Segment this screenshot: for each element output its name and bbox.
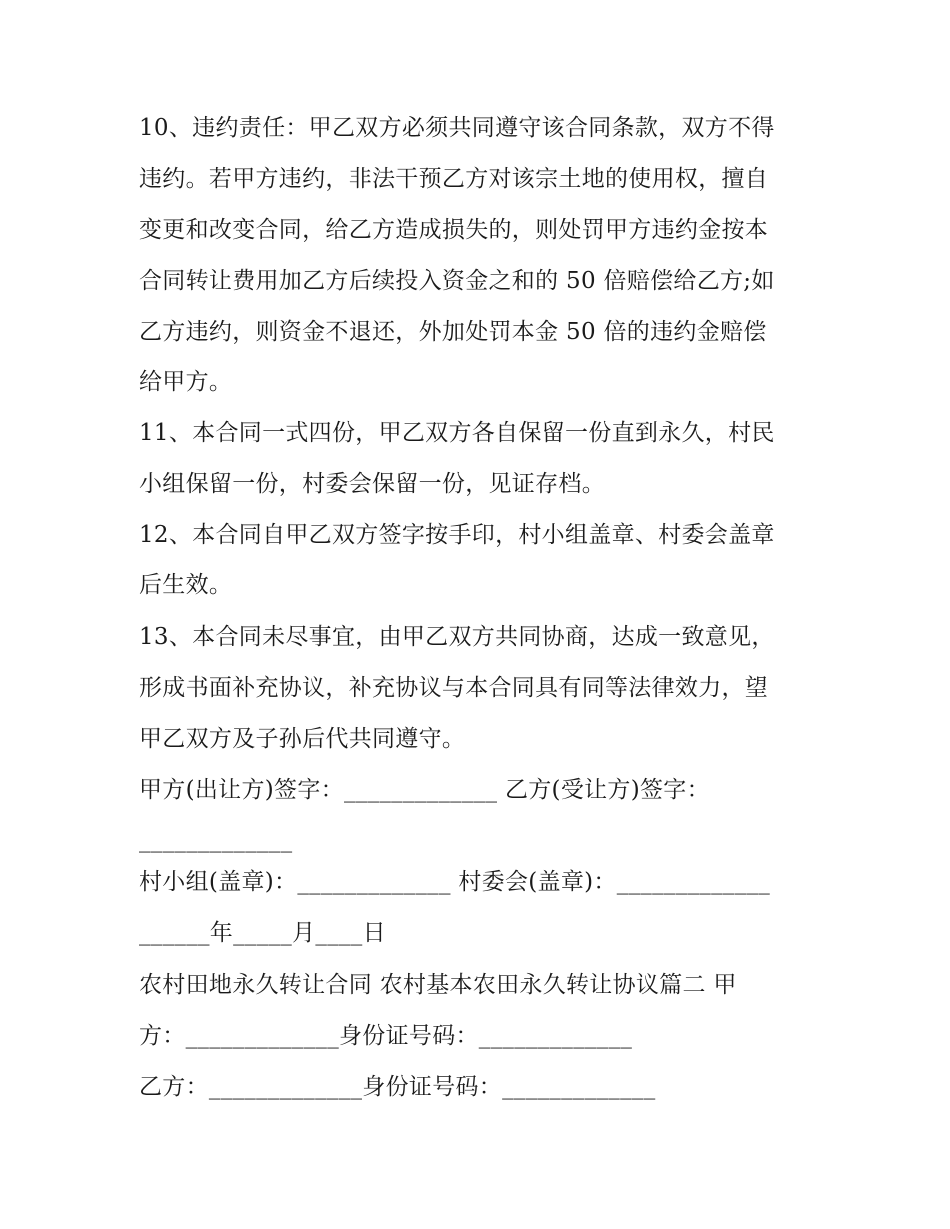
clause-11-line-1: 11、本合同一式四份，甲乙双方各自保留一份直到永久，村民 <box>139 420 775 446</box>
party-a-id-line: 方：_____________身份证号码：_____________ <box>139 1023 633 1049</box>
clause-11-line-2: 小组保留一份，村委会保留一份，见证存档。 <box>139 471 605 497</box>
clause-13-line-3: 甲乙双方及子孙后代共同遵守。 <box>139 726 466 752</box>
clause-10-line-4: 合同转让费用加乙方后续投入资金之和的 50 倍赔偿给乙方;如 <box>139 268 775 294</box>
clause-13-line-1: 13、本合同未尽事宜，由甲乙双方共同协商，达成一致意见， <box>139 624 775 650</box>
section-heading-line: 农村田地永久转让合同 农村基本农田永久转让协议篇二 甲 <box>139 972 737 998</box>
clause-10-line-3: 变更和改变合同，给乙方造成损失的，则处罚甲方违约金按本 <box>139 217 769 243</box>
clause-13-line-2: 形成书面补充协议，补充协议与本合同具有同等法律效力，望 <box>139 675 769 701</box>
seal-line: 村小组(盖章)：_____________ 村委会(盖章)：_____________ <box>139 869 771 895</box>
clause-10-line-6: 给甲方。 <box>139 369 233 395</box>
signature-line-blank: _____________ <box>139 827 293 853</box>
clause-12-line-2: 后生效。 <box>139 572 233 598</box>
date-line: ______年_____月____日 <box>139 920 386 946</box>
signature-line-parties: 甲方(出让方)签字：_____________ 乙方(受让方)签字： <box>139 777 710 803</box>
clause-10-line-5: 乙方违约，则资金不退还，外加处罚本金 50 倍的违约金赔偿 <box>139 319 767 345</box>
party-b-id-line: 乙方：_____________身份证号码：_____________ <box>139 1074 656 1100</box>
clause-12-line-1: 12、本合同自甲乙双方签字按手印，村小组盖章、村委会盖章 <box>139 522 775 548</box>
clause-10-line-2: 违约。若甲方违约，非法干预乙方对该宗土地的使用权，擅自 <box>139 166 769 192</box>
clause-10-line-1: 10、违约责任：甲乙双方必须共同遵守该合同条款，双方不得 <box>139 115 775 141</box>
